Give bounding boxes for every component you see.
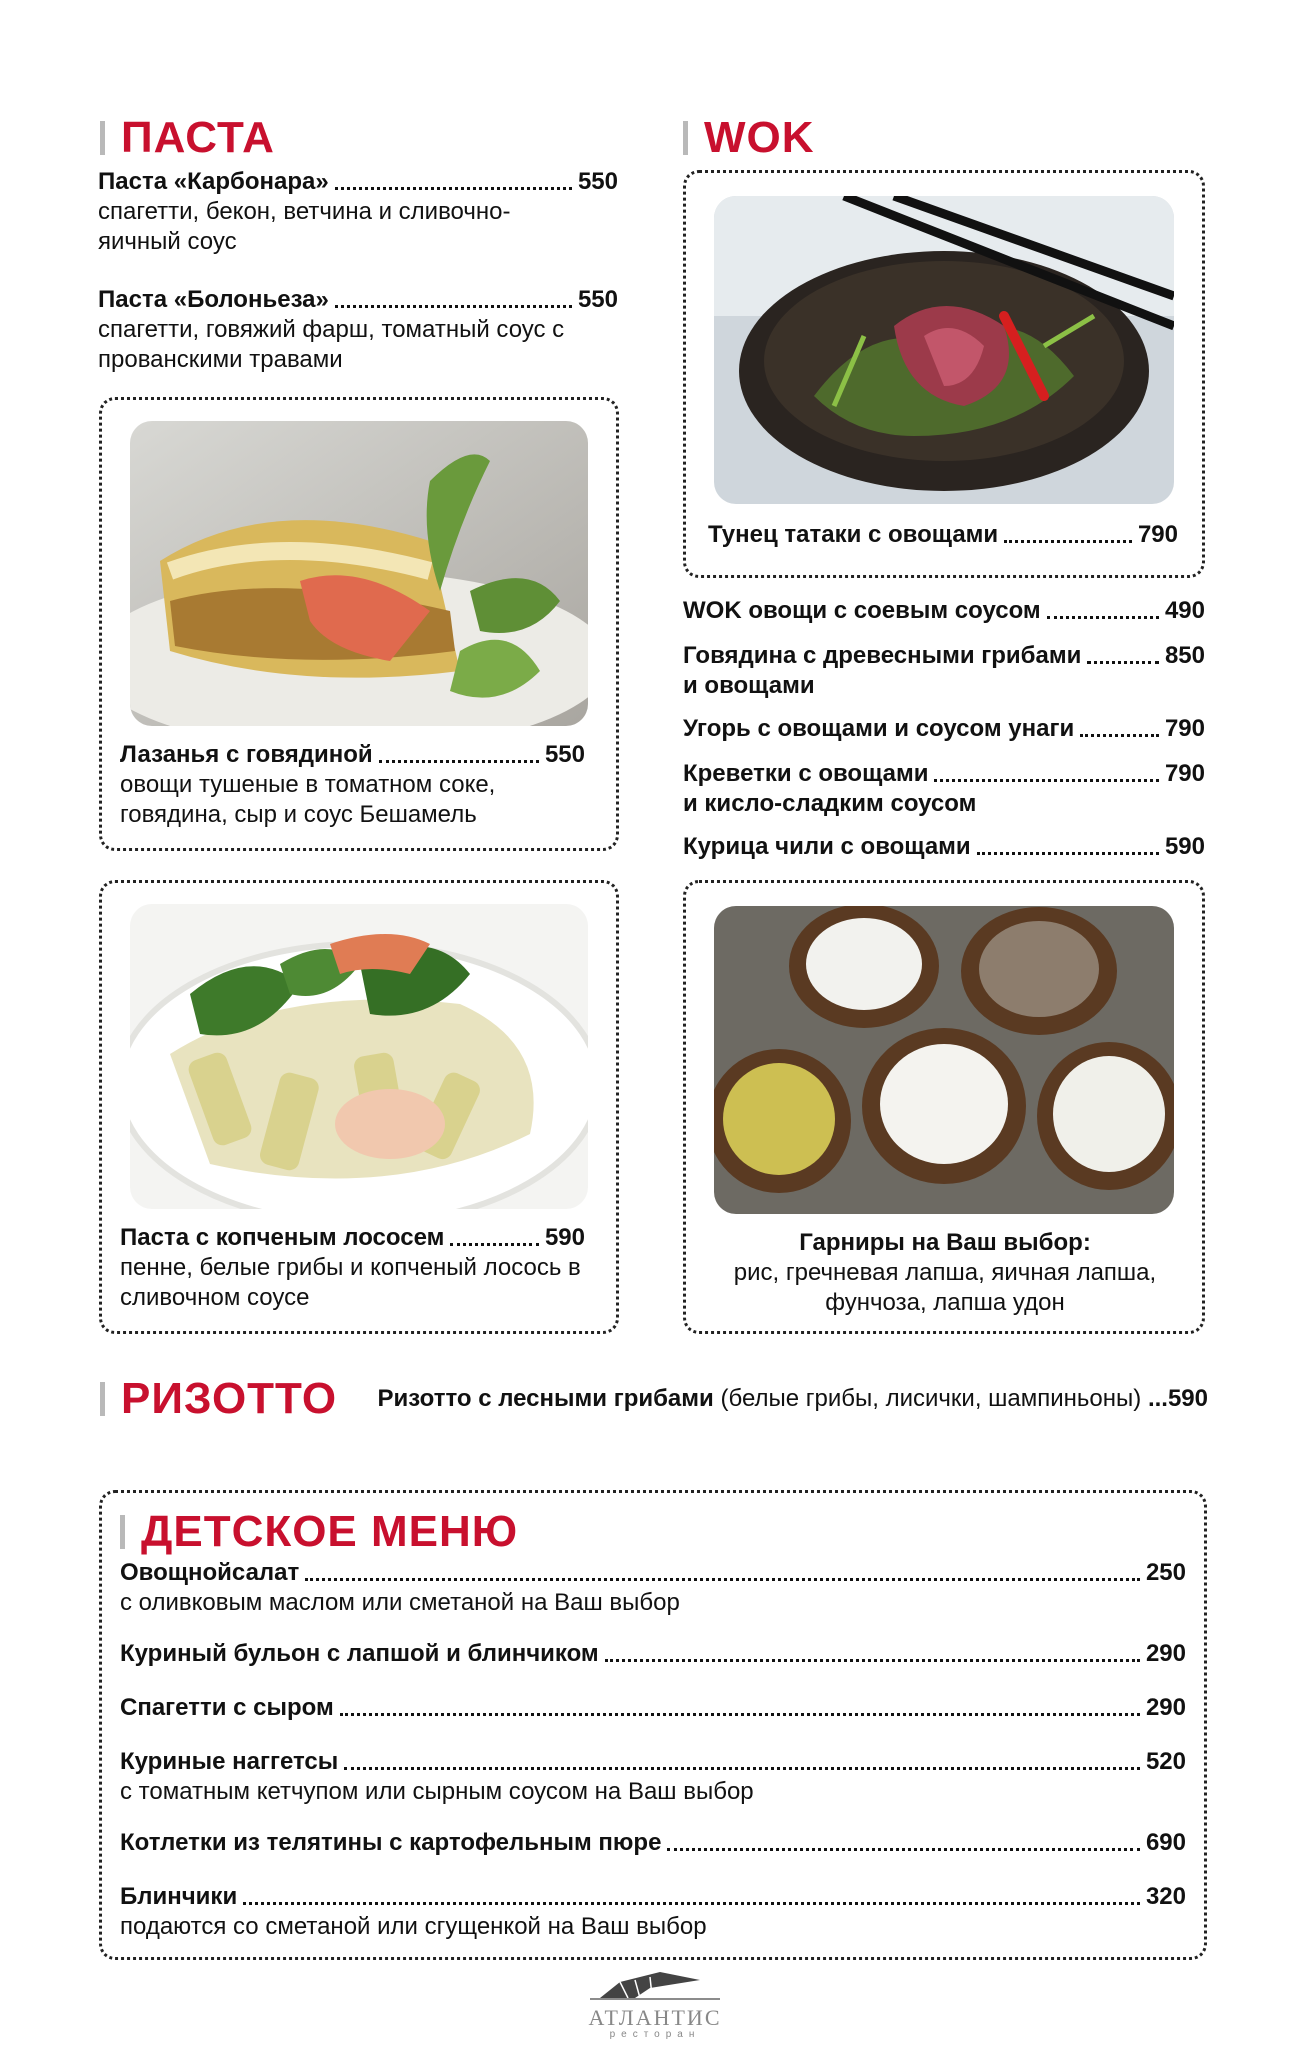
item-name: Креветки с овощами [683, 760, 929, 787]
risotto-title: РИЗОТТО [121, 1374, 338, 1423]
logo-building-icon [580, 1962, 730, 2002]
kids-item-broth [120, 1639, 1186, 1669]
item-price: 590 [544, 1224, 585, 1251]
item-price: 250 [1145, 1559, 1186, 1586]
item-name: Куриные наггетсы [120, 1748, 339, 1775]
tuna-photo [714, 196, 1174, 504]
menu-item-bolognese [98, 285, 618, 375]
lasagna-photo [130, 421, 588, 726]
sides-text [690, 1228, 1200, 1318]
item-name: Тунец татаки с овощами [708, 521, 999, 548]
menu-item-lasagna [120, 740, 585, 830]
item-desc: пенне, белые грибы и копченый лосось в сливочном соусе [120, 1254, 581, 1311]
item-price: 590 [1164, 833, 1205, 860]
menu-item-tuna [708, 520, 1178, 550]
item-dots: ... [1147, 1385, 1168, 1412]
item-desc: спагетти, бекон, ветчина и сливочно-яичный соус [98, 198, 511, 255]
item-desc: (белые грибы, лисички, шампиньоны) [720, 1385, 1142, 1412]
item-price: 790 [1137, 521, 1178, 548]
item-desc: с томатным кетчупом или сырным соусом на Ваш выбор [120, 1778, 754, 1805]
item-price: 520 [1145, 1748, 1186, 1775]
menu-item-risotto [328, 1384, 1208, 1414]
salmon-pasta-photo [130, 904, 588, 1209]
item-name: Паста «Болоньеза» [98, 286, 329, 313]
item-desc: и кисло-сладким соусом [683, 790, 977, 817]
item-name: Спагетти с сыром [120, 1694, 334, 1721]
item-price: 550 [544, 741, 585, 768]
item-name: Ризотто с лесными грибами [377, 1385, 714, 1412]
kids-item-nuggets [120, 1747, 1186, 1807]
item-price: 850 [1164, 642, 1205, 669]
item-name: Котлетки из телятины с картофельным пюре [120, 1829, 662, 1856]
sides-line-2: фунчоза, лапша удон [825, 1289, 1065, 1316]
item-price: 590 [1167, 1385, 1208, 1412]
item-price: 290 [1145, 1694, 1186, 1721]
item-price: 490 [1164, 597, 1205, 624]
item-price: 550 [577, 286, 618, 313]
item-name: Угорь с овощами и соусом унаги [683, 715, 1075, 742]
sides-line-1: рис, гречневая лапша, яичная лапша, [733, 1259, 1157, 1286]
item-desc: и овощами [683, 672, 815, 699]
item-desc: спагетти, говяжий фарш, томатный соус с прованскими травами [98, 316, 565, 373]
wok-section-title [683, 113, 815, 162]
item-name: WOK овощи с соевым соусом [683, 597, 1041, 624]
sides-photo [714, 906, 1174, 1214]
item-name: Паста «Карбонара» [98, 168, 329, 195]
menu-item-shrimp [683, 759, 1205, 819]
item-desc: с оливковым маслом или сметаной на Ваш выбор [120, 1589, 680, 1616]
kids-title: ДЕТСКОЕ МЕНЮ [141, 1507, 519, 1556]
risotto-section-title [100, 1374, 338, 1423]
menu-item-wok-veg [683, 596, 1205, 626]
item-name: Курица чили с овощами [683, 833, 971, 860]
menu-item-chicken-chili [683, 832, 1205, 862]
kids-item-pancakes [120, 1882, 1186, 1942]
item-price: 320 [1145, 1883, 1186, 1910]
item-name: Овощнойсалат [120, 1559, 300, 1586]
menu-item-carbonara [98, 167, 618, 257]
item-price: 790 [1164, 715, 1205, 742]
title-bar [100, 1382, 105, 1416]
menu-item-eel [683, 714, 1205, 744]
item-name: Лазанья с говядиной [120, 741, 373, 768]
pasta-section-title [100, 113, 275, 162]
menu-item-beef-mushrooms [683, 641, 1205, 701]
item-price: 550 [577, 168, 618, 195]
sides-title: Гарниры на Ваш выбор: [799, 1229, 1091, 1256]
item-desc: овощи тушеные в томатном соке, говядина, сыр и соус Бешамель [120, 771, 496, 828]
item-price: 290 [1145, 1640, 1186, 1667]
title-bar [100, 121, 105, 155]
logo-sub: ресторан [609, 2029, 701, 2040]
kids-item-salad [120, 1558, 1186, 1618]
item-name: Куриный бульон с лапшой и блинчиком [120, 1640, 599, 1667]
item-name: Блинчики [120, 1883, 238, 1910]
item-name: Говядина с древесными грибами [683, 642, 1082, 669]
pasta-title: ПАСТА [121, 113, 275, 162]
item-price: 790 [1164, 760, 1205, 787]
menu-item-salmon-pasta [120, 1223, 585, 1313]
logo-name: АТЛАНТИС [588, 2005, 722, 2030]
item-price: 690 [1145, 1829, 1186, 1856]
title-bar [120, 1515, 125, 1549]
kids-item-cutlets [120, 1828, 1186, 1858]
wok-title: WOK [704, 113, 815, 162]
title-bar [683, 121, 688, 155]
kids-item-spaghetti [120, 1693, 1186, 1723]
kids-section-title [120, 1507, 519, 1556]
atlantis-logo [580, 1962, 730, 2042]
item-name: Паста с копченым лососем [120, 1224, 445, 1251]
item-desc: подаются со сметаной или сгущенкой на Ваш выбор [120, 1913, 707, 1940]
